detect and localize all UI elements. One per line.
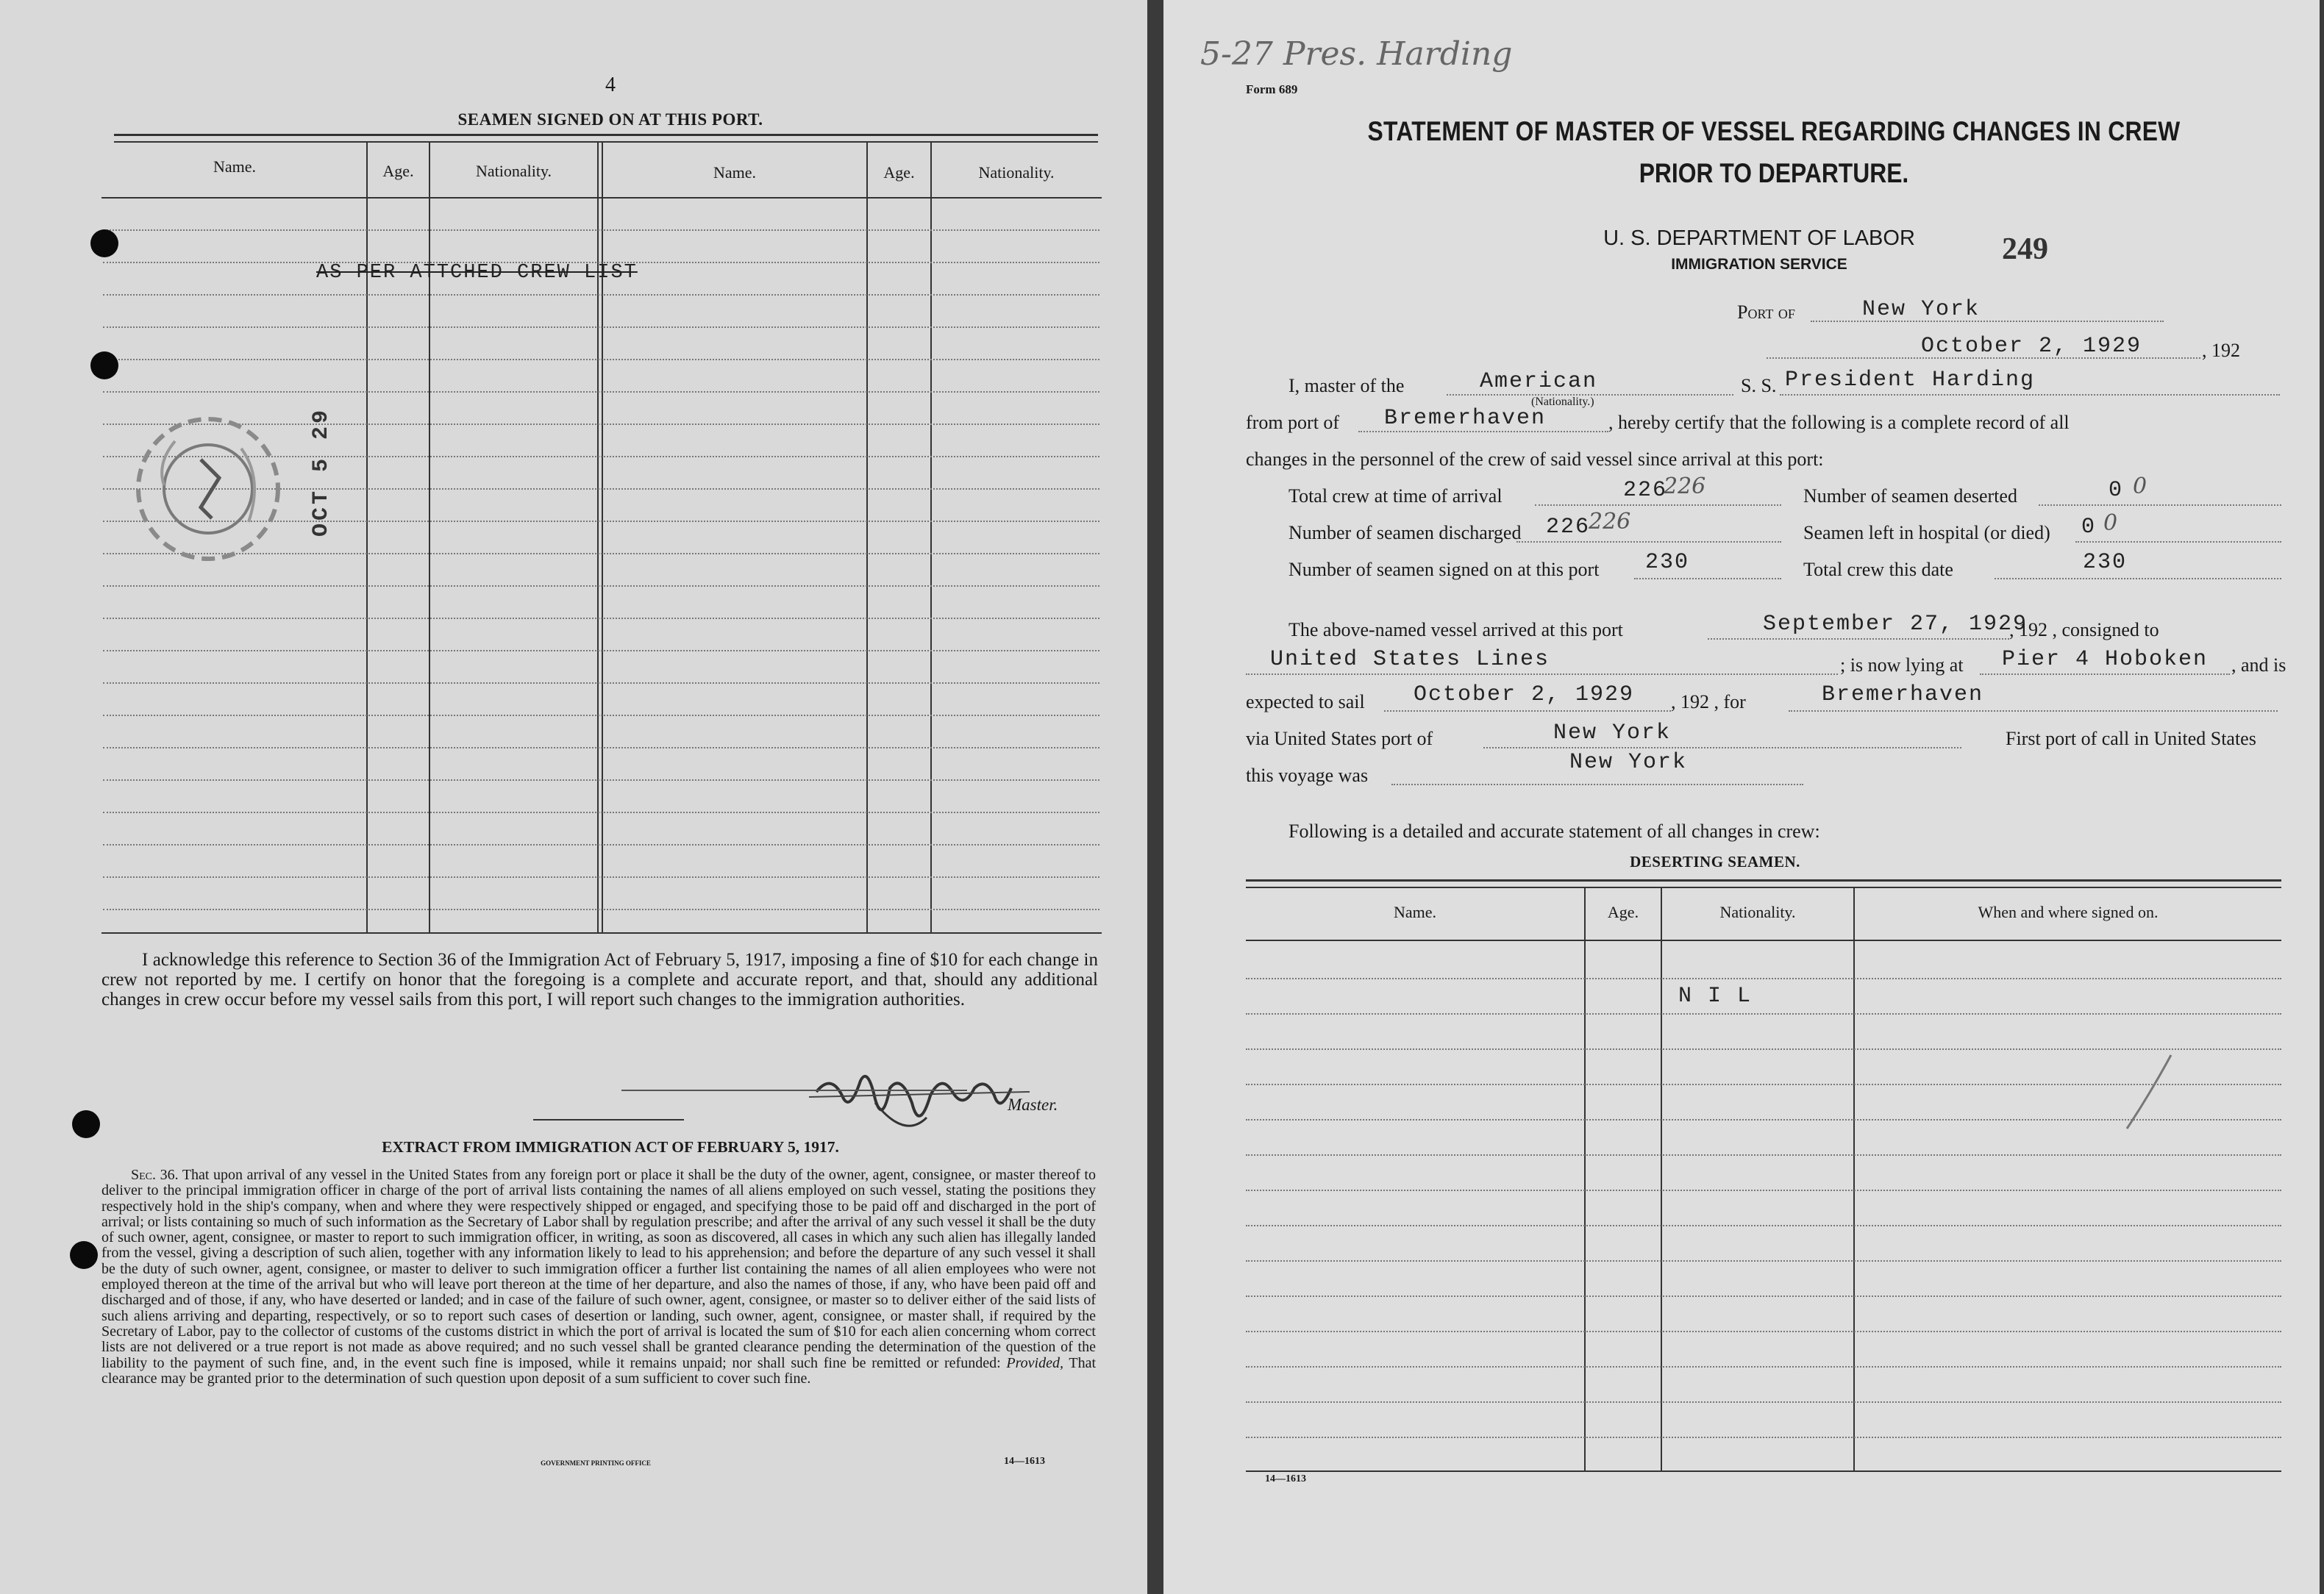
des-col-name: Name. xyxy=(1393,903,1437,921)
lying-text: ; is now lying at xyxy=(1840,654,1964,676)
proviso-label: Provided, xyxy=(1006,1354,1063,1371)
table-row-line xyxy=(1246,1260,2281,1262)
table-row-line xyxy=(1246,978,2281,979)
form-title-line2: PRIOR TO DEPARTURE. xyxy=(1639,158,1909,188)
section-body: That upon arrival of any vessel in the United States from any foreign port or place it shall be the duty of the owner, agent, consignee, or master thereof to deliver to the principal immigration officer in charge of the port of arrival lists containing the names of all aliens employed on such vessel, stating the positions they respectively hold in the ship's company, when and where they were respectively shipped or engaged, and specifying those to be paid off and discharged in the port of arrival; or lists containing so much of such information as the Secretary of Labor shall by regulation prescribe; and after the arrival of any such vessel it shall be the duty of such owner, agent, consignee, or master to report to such immigration officer, in writing, as soon as discovered, all cases in which any such alien has illegally landed from the vessel, giving a description of such alien, together with any information likely to lead to his apprehension; and before the departure of any such vessel it shall be the duty of such owner, agent, consignee, or master to deliver to such immigration officer a further list containing the names of all alien employees who were not employed thereon at the time of the arrival but who will leave port thereon at the time of her departure, and also the names of those, if any, who have been paid off and discharged and of those, if any, who have deserted or landed; and in case of the failure of such owner, agent, consignee, or master so to deliver either of the said lists of such aliens arriving and departing, respectively, or so to report such cases of desertion or landing, such owner, agent, consignee, or master shall, if required by the Secretary of Labor, pay to the collector of customs of the customs district in which the port of arrival is located the sum of $10 for each alien concerning whom correct lists are not delivered or a true report is not made as above required; and no such vessel shall be granted clearance pending the determination of the question of the liability to the payment of such fine, and, in the event such fine is imposed, while it remains unpaid; nor shall such fine be remitted or refunded: xyxy=(101,1167,1096,1371)
destination-value: Bremerhaven xyxy=(1822,682,1984,707)
for-text: , 192 , for xyxy=(1671,691,1746,712)
col-age-2: Age. xyxy=(883,163,915,182)
nationality-caption: (Nationality.) xyxy=(1531,396,1594,408)
stamp-date: OCT 5 29 xyxy=(309,407,334,537)
form-label: Form 689 xyxy=(1246,82,1298,96)
port-label: Port of xyxy=(1737,301,1795,323)
left-page xyxy=(0,0,1147,1594)
col-name-2: Name. xyxy=(713,163,757,182)
table-row-line xyxy=(1246,1154,2281,1156)
total-arrival-hand: 226 xyxy=(1664,473,1706,499)
total-arrival-value: 226 xyxy=(1623,478,1668,503)
table-row-line xyxy=(103,326,1099,328)
via-label: via United States port of xyxy=(1246,728,1433,749)
total-arrival-label: Total crew at time of arrival xyxy=(1288,485,1503,507)
table-row-line xyxy=(1246,1366,2281,1368)
table-row-line xyxy=(103,876,1099,878)
consignee-value: United States Lines xyxy=(1270,647,1550,672)
lying-value: Pier 4 Hoboken xyxy=(2002,647,2209,672)
seamen-signed-heading: SEAMEN SIGNED ON AT THIS PORT. xyxy=(457,110,763,129)
stamp-seal-icon xyxy=(131,397,315,581)
total-date-value: 230 xyxy=(2083,550,2128,575)
table-row-line xyxy=(103,844,1099,846)
col-nationality-1: Nationality. xyxy=(475,162,552,180)
section-label: Sec. 36. xyxy=(131,1167,179,1183)
total-date-label: Total crew this date xyxy=(1803,559,1953,580)
table-row-line xyxy=(103,229,1099,231)
right-form-code: 14—1613 xyxy=(1265,1473,1306,1484)
col-nationality-2: Nationality. xyxy=(978,163,1055,182)
table-row-line xyxy=(1246,1401,2281,1403)
signature-role: Master. xyxy=(1008,1096,1058,1114)
page-number: 4 xyxy=(605,74,616,96)
right-page xyxy=(1163,0,2320,1594)
changes-text: changes in the personnel of the crew of said vessel since arrival at this port: xyxy=(1246,448,1824,470)
nil-value: N I L xyxy=(1678,984,1753,1009)
expected-label: expected to sail xyxy=(1246,691,1365,712)
typed-crew-note: AS PER ATTCHED CREW LIST xyxy=(316,262,638,284)
immigration-stamp xyxy=(131,397,315,581)
from-port-value: Bremerhaven xyxy=(1384,406,1547,431)
table-row-line xyxy=(1246,1437,2281,1438)
binder-hole xyxy=(90,229,118,257)
document-number: 249 xyxy=(2002,232,2048,266)
des-col-age: Age. xyxy=(1607,903,1639,921)
printer-mark: GOVERNMENT PRINTING OFFICE xyxy=(541,1459,651,1467)
via-value: New York xyxy=(1553,721,1672,746)
and-is-text: , and is xyxy=(2231,654,2286,676)
table-row-line xyxy=(103,618,1099,619)
section-36-text xyxy=(101,1168,1096,1387)
deserted-value: 0 xyxy=(2109,478,2124,503)
proviso-text: That clearance may be granted prior to the determination of such question upon deposit of a sum sufficient to cover such fine. xyxy=(101,1354,1097,1387)
des-col-nationality: Nationality. xyxy=(1719,903,1796,921)
table-row-line xyxy=(103,715,1099,716)
discharged-label: Number of seamen discharged xyxy=(1288,522,1522,543)
pencil-tick-icon xyxy=(2120,1051,2178,1132)
nationality-value: American xyxy=(1480,369,1598,394)
hospital-value: 0 xyxy=(2081,515,2097,540)
table-row-line xyxy=(103,585,1099,587)
table-row-line xyxy=(103,650,1099,651)
binder-hole xyxy=(90,351,118,379)
following-text: Following is a detailed and accurate statement of all changes in crew: xyxy=(1288,821,1820,842)
table-row-line xyxy=(103,779,1099,781)
col-name-1: Name. xyxy=(213,157,257,176)
from-port-label: from port of xyxy=(1246,412,1340,433)
deserted-hand: 0 xyxy=(2133,473,2147,499)
signed-on-label: Number of seamen signed on at this port xyxy=(1288,559,1600,580)
department-name: U. S. DEPARTMENT OF LABOR xyxy=(1603,226,1915,250)
signed-on-value: 230 xyxy=(1645,550,1690,575)
table-row-line xyxy=(103,909,1099,910)
table-row-line xyxy=(103,747,1099,748)
table-row-line xyxy=(1246,1190,2281,1191)
table-row-line xyxy=(103,294,1099,296)
hospital-hand: 0 xyxy=(2103,510,2118,536)
col-age-1: Age. xyxy=(382,162,414,180)
table-row-line xyxy=(103,682,1099,684)
service-name: IMMIGRATION SERVICE xyxy=(1671,256,1847,273)
binder-hole xyxy=(70,1241,98,1269)
arrived-label: The above-named vessel arrived at this port xyxy=(1288,619,1623,640)
ss-label: S. S. xyxy=(1741,375,1777,396)
certify-text: , hereby certify that the following is a complete record of all xyxy=(1608,412,2070,433)
table-row-line xyxy=(103,391,1099,393)
ship-name: President Harding xyxy=(1785,368,2036,393)
port-value: New York xyxy=(1862,297,1981,322)
table-row-line xyxy=(1246,1225,2281,1226)
table-row-line xyxy=(1246,1295,2281,1297)
discharged-hand: 226 xyxy=(1589,509,1631,535)
deserted-label: Number of seamen deserted xyxy=(1803,485,2017,507)
des-col-when-where: When and where signed on. xyxy=(1978,903,2159,921)
arrived-value: September 27, 1929 xyxy=(1763,612,2028,637)
voyage-value: New York xyxy=(1569,750,1688,775)
table-row-line xyxy=(103,359,1099,360)
date-year-suffix: , 192 xyxy=(2202,340,2240,361)
table-row-line xyxy=(1246,1331,2281,1332)
sail-value: October 2, 1929 xyxy=(1414,682,1635,707)
master-of-label: I, master of the xyxy=(1288,375,1405,396)
form-title-line1: STATEMENT OF MASTER OF VESSEL REGARDING CHANGES IN CREW xyxy=(1367,116,2181,146)
left-form-code: 14—1613 xyxy=(1004,1456,1045,1467)
voyage-label: this voyage was xyxy=(1246,765,1369,786)
binder-hole xyxy=(72,1110,100,1138)
date-value: October 2, 1929 xyxy=(1921,334,2142,359)
discharged-value: 226 xyxy=(1546,515,1591,540)
table-row-line xyxy=(1246,1013,2281,1015)
handwritten-ship-note: 5-27 Pres. Harding xyxy=(1200,35,1513,73)
hospital-label: Seamen left in hospital (or died) xyxy=(1803,522,2050,543)
acknowledgment-text: I acknowledge this reference to Section 36 of the Immigration Act of February 5, 1917, imposing a fine of $10 for each change in crew not reported by me. I certify on honor that the foregoing is a complete and accurate report, and that, should any additional changes in crew occur before my vessel sails from this port, I will report such changes to the immigration authorities. xyxy=(101,950,1098,1009)
consigned-text: , 192 , consigned to xyxy=(2009,619,2159,640)
extract-title: EXTRACT FROM IMMIGRATION ACT OF FEBRUARY 5, 1917. xyxy=(382,1138,839,1156)
table-row-line xyxy=(103,812,1099,813)
first-port-text: First port of call in United States xyxy=(2006,728,2256,749)
deserting-heading: DESERTING SEAMEN. xyxy=(1630,853,1800,871)
table-row-line xyxy=(1246,1048,2281,1050)
